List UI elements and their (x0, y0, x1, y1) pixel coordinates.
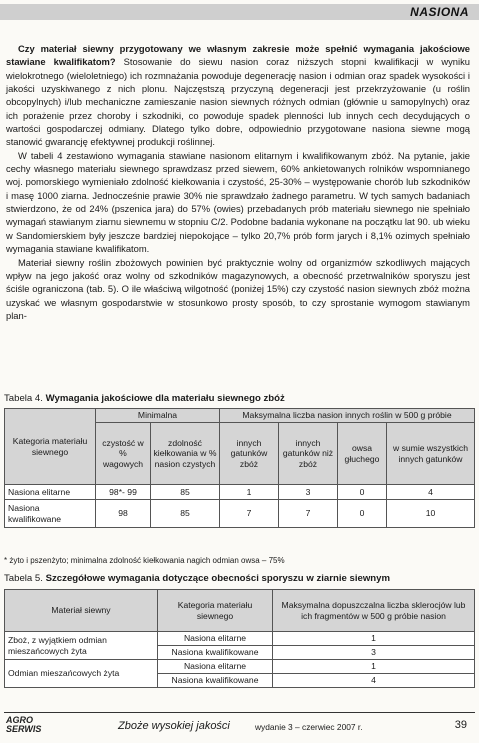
table4-caption-title: Wymagania jakościowe dla materiału siewnego zbóż (45, 393, 285, 404)
t4-sub-total: w sumie wszystkich innych gatunków (387, 423, 475, 485)
table5-caption (4, 573, 390, 584)
lead-question: Czy materiał siewny przygotowany we własnym zakresie może spełnić wymagania jakościowe stawiane kwalifikatom? (6, 43, 470, 68)
t5-value: 3 (273, 646, 475, 660)
t5-header-max: Maksymalna dopuszczalna liczba sklerocjów lub ich fragmentów w 500 g próbie nasion (273, 590, 475, 632)
paragraph-2: W tabeli 4 zestawiono wymagania stawiane nasionom elitarnym i kwalifikowanym zbóż. Na pytanie, jakie cechy własnego materiału siewnego sprawdzasz przed siewem, 60% ankietowanych rolników wspomnianego woj. pomorskiego wymieniało zdolność kiełkowania i czystość, 25-30% – występowanie chorób lub szkodników i masę 1000 ziarna. Jednocześnie prawie 30% nie sprawdzało żadnego parametru. W tych samych badaniach stwierdzono, że od 24% (pszenica jara) do 57% (owies) przebadanych prób materiału siewnego nie spełniało wymagań stawianym ziarnu siewnemu w stopniu C/2. Podobne badania wykonane na początku lat 90. ub wieku w Sandomierskiem były jeszcze bardziej niepokojące – tylko 20,7% prób form jarych i 8,1% ozimych spełniało wymagania stawiane kwalifikatom. (6, 149, 470, 255)
table-row (5, 632, 475, 646)
t4-cell: 85 (151, 500, 220, 528)
table5-caption-title: Szczegółowe wymagania dotyczące obecności sporyszu w ziarnie siewnym (45, 573, 391, 584)
t4-cell: 85 (151, 485, 220, 500)
t4-row-label: Nasiona kwalifikowane (5, 500, 96, 528)
t4-sub-germination: zdolność kiełkowania w % nasion czystych (151, 423, 220, 485)
t4-header-minimal: Minimalna (96, 409, 220, 423)
t4-cell: 0 (338, 500, 387, 528)
footer-divider (4, 712, 475, 713)
t5-material: Zboż, z wyjątkiem odmian mieszańcowych żyta (5, 632, 158, 660)
section-title: NASIONA (410, 5, 469, 19)
t4-row-label: Nasiona elitarne (5, 485, 96, 500)
t5-value: 4 (273, 674, 475, 688)
t5-category: Nasiona kwalifikowane (158, 646, 273, 660)
t4-header-category: Kategoria materiału siewnego (5, 409, 96, 485)
table4-caption-prefix: Tabela 4. (4, 393, 43, 404)
t5-category: Nasiona elitarne (158, 632, 273, 646)
article-body (6, 42, 470, 322)
t4-cell: 1 (220, 485, 279, 500)
table4 (4, 408, 475, 528)
t4-cell: 4 (387, 485, 475, 500)
t5-header-material: Materiał siewny (5, 590, 158, 632)
t4-cell: 0 (338, 485, 387, 500)
footer-issue: wydanie 3 – czerwiec 2007 r. (255, 722, 363, 732)
t5-header-category: Kategoria materiału siewnego (158, 590, 273, 632)
table4-caption (4, 393, 285, 404)
t4-cell: 98 (96, 500, 151, 528)
t4-sub-non-cereals: innych gatunków niż zbóż (279, 423, 338, 485)
t5-value: 1 (273, 632, 475, 646)
table-row (5, 500, 475, 528)
table5-caption-prefix: Tabela 5. (4, 573, 43, 584)
t4-sub-purity: czystość w % wagowych (96, 423, 151, 485)
page-number: 39 (454, 719, 467, 731)
t5-category: Nasiona elitarne (158, 660, 273, 674)
logo-line-1: AGRO (6, 715, 33, 725)
table-row (5, 660, 475, 674)
t4-cell: 10 (387, 500, 475, 528)
table5 (4, 589, 475, 688)
paragraph-1 (6, 42, 470, 149)
table4-footnote: * żyto i pszenżyto; minimalna zdolność kiełkowania nagich odmian owsa – 75% (4, 556, 285, 565)
agro-serwis-logo (6, 716, 41, 734)
t4-sub-wild-oat: owsa głuchego (338, 423, 387, 485)
t4-cell: 7 (220, 500, 279, 528)
footer-magazine-title: Zboże wysokiej jakości (118, 720, 230, 732)
t5-material: Odmian mieszańcowych żyta (5, 660, 158, 688)
t4-cell: 3 (279, 485, 338, 500)
t4-cell: 98*- 99 (96, 485, 151, 500)
logo-line-2: SERWIS (6, 724, 42, 734)
t4-cell: 7 (279, 500, 338, 528)
paragraph-1-text: Stosowanie do siewu nasion coraz niższych stopni kwalifikacji w wyniku wielokrotnego (wieloletniego) ich rozmnażania powoduje degenerację nasion i odmian oraz spadek wysokości i jakości uzyskiwanego z nich plonu. Najczęstszą przyczyną degeneracji jest przekrzyżowanie (u roślin obcopylnych) i/lub mechaniczne zamieszanie nasion siewnych różnych odmian (głównie u samopylnych) oraz ich porażenie przez choroby i szkodniki, co powoduje spadek plenności lub innych cech decydujących o wartości gospodarczej odmiany. Dlatego tylko dobre, odpowiednio przygotowane nasiona siewne mogą stanowić gwarancję efektywnej produkcji roślinnej. (6, 56, 470, 148)
table-row (5, 485, 475, 500)
t5-value: 1 (273, 660, 475, 674)
paragraph-3: Materiał siewny roślin zbożowych powinien być praktycznie wolny od organizmów szkodliwych mających wpływ na jego jakość oraz wolny od szkodników magazynowych, a obecność przetrwalników sporyszu jest ściśle ograniczona (tab. 5). O ile właściwą wilgotność (poniżej 15%) czy czystość nasion siewnych zbóż można uzyskać we własnym gospodarstwie w stosunkowo prosty sposób, to czy sprostanie wymogom stawianym plan- (6, 256, 470, 321)
section-header-band (0, 4, 479, 20)
t5-category: Nasiona kwalifikowane (158, 674, 273, 688)
t4-header-maximal: Maksymalna liczba nasion innych roślin w 500 g próbie (220, 409, 475, 423)
t4-sub-other-cereals: innych gatunków zbóż (220, 423, 279, 485)
